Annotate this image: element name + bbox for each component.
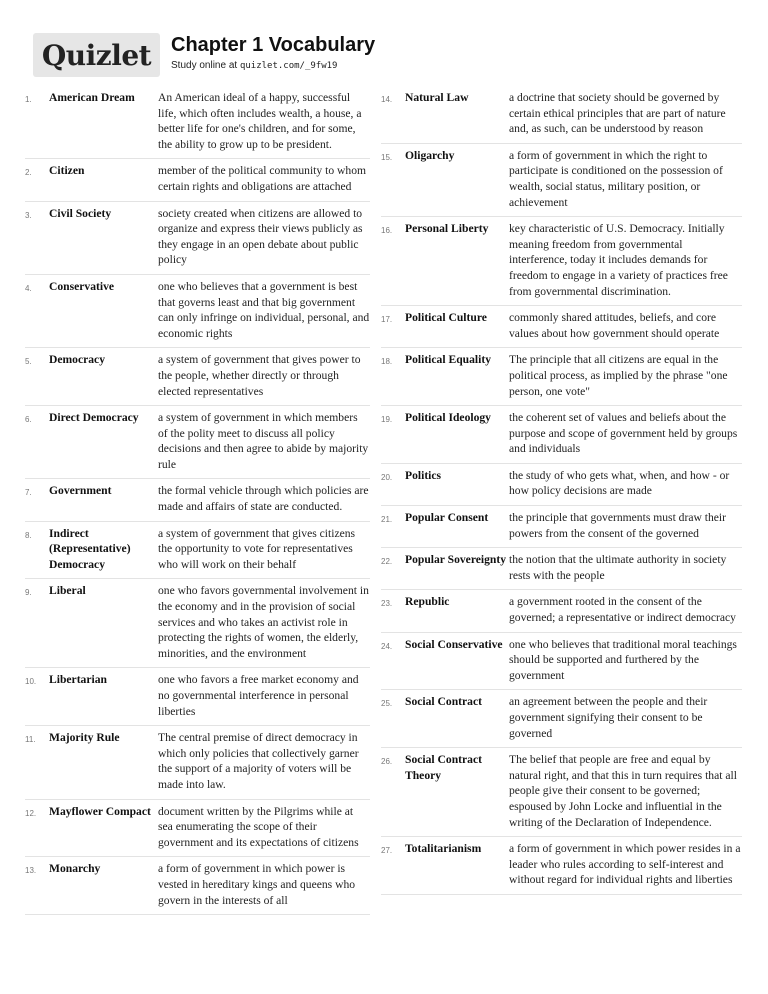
entry-definition: one who believes that traditional moral teachings should be supported and furthered by the government bbox=[509, 637, 737, 682]
entry-definition: commonly shared attitudes, beliefs, and core values about how government should operate bbox=[509, 311, 720, 340]
entry-number: 26. bbox=[381, 757, 393, 767]
vocab-entry bbox=[25, 159, 370, 201]
entry-definition: one who believes that a government is best that governs least and that big government can only infringe on individual, personal, and economic rights bbox=[158, 279, 370, 340]
entry-number: 2. bbox=[25, 168, 32, 178]
vocab-entry bbox=[25, 202, 370, 275]
vocab-entry bbox=[381, 837, 742, 895]
entry-term: Libertarian bbox=[49, 673, 107, 687]
study-online-line bbox=[171, 60, 337, 71]
entry-term: Republic bbox=[405, 595, 450, 609]
entry-definition: a doctrine that society should be governed by certain ethical principles that are part of nature and, as such, can be understood by reason bbox=[509, 91, 726, 136]
entry-number: 27. bbox=[381, 846, 393, 856]
entry-definition: document written by the Pilgrims while at sea enumerating the scope of their government and its expectations of citizens bbox=[158, 804, 359, 849]
vocab-entry bbox=[381, 590, 742, 632]
entry-definition: a government rooted in the consent of the governed; a representative or indirect democracy bbox=[509, 595, 736, 625]
entry-number: 11. bbox=[25, 735, 36, 745]
entry-definition: a system of government in which members of the polity meet to discuss all policy decisions and then agree to abide by majority rule bbox=[158, 411, 369, 471]
vocab-entry bbox=[25, 800, 370, 858]
entry-number: 21. bbox=[381, 515, 393, 525]
vocab-entry bbox=[25, 406, 370, 479]
vocab-entry bbox=[381, 217, 742, 306]
entry-definition: a form of government in which power resides in a leader who rules according to self-interest and without regard for individual rights and liberties bbox=[509, 842, 741, 887]
entry-definition: The principle that all citizens are equal in the political process, as implied by the phrase "one person, one vote" bbox=[509, 353, 728, 398]
entry-number: 16. bbox=[381, 226, 393, 236]
entry-definition: a system of government that gives citizens the opportunity to vote for representatives who will work on their behalf bbox=[158, 526, 356, 571]
entry-term: Social Contract Theory bbox=[405, 753, 482, 782]
vocab-entry bbox=[381, 464, 742, 506]
entry-definition: the coherent set of values and beliefs about the purpose and scope of government held by groups and individuals bbox=[509, 411, 738, 456]
vocab-entry bbox=[25, 726, 370, 799]
entry-number: 22. bbox=[381, 557, 393, 567]
vocab-entry bbox=[381, 506, 742, 548]
vocab-entry bbox=[25, 857, 370, 915]
entry-number: 3. bbox=[25, 210, 32, 220]
entry-definition: The belief that people are free and equal by natural right, and that this in turn requires that all people give their consent to be governed; espoused by John Locke and influential in the writing of the Declaration of Independence. bbox=[509, 753, 737, 829]
entry-definition: an agreement between the people and their government signifying their consent to be governed bbox=[509, 695, 708, 740]
entry-definition: the notion that the ultimate authority in society rests with the people bbox=[509, 553, 727, 582]
entry-number: 5. bbox=[25, 357, 32, 367]
entry-term: American Dream bbox=[49, 91, 135, 104]
vocab-entry bbox=[25, 579, 370, 668]
entry-term: Totalitarianism bbox=[405, 842, 482, 856]
vocab-entry bbox=[381, 406, 742, 464]
entry-term: Social Conservative bbox=[405, 637, 503, 651]
vocab-entry bbox=[25, 275, 370, 348]
vocab-entry bbox=[25, 479, 370, 521]
entry-number: 20. bbox=[381, 472, 393, 482]
entry-term: Direct Democracy bbox=[49, 411, 139, 425]
entry-number: 14. bbox=[381, 95, 393, 104]
entry-term: Political Culture bbox=[405, 311, 487, 325]
entry-term: Civil Society bbox=[49, 206, 112, 220]
entry-term: Politics bbox=[405, 468, 442, 482]
entry-term: Majority Rule bbox=[49, 731, 120, 745]
entry-number: 10. bbox=[25, 677, 37, 687]
entry-definition: a form of government in which the right to participate is conditioned on the possession of wealth, social status, military position, or achievement bbox=[509, 148, 723, 209]
vocab-entry bbox=[25, 86, 370, 159]
entry-number: 9. bbox=[25, 588, 32, 598]
study-online-label: Study online at bbox=[171, 60, 240, 71]
vocab-entry bbox=[381, 548, 742, 590]
entry-number: 1. bbox=[25, 95, 32, 104]
entry-term: Liberal bbox=[49, 584, 86, 598]
entry-definition: the study of who gets what, when, and how - or how policy decisions are made bbox=[509, 468, 730, 498]
vocab-entry bbox=[381, 144, 742, 217]
entry-term: Personal Liberty bbox=[405, 222, 489, 236]
entry-number: 12. bbox=[25, 808, 37, 818]
entry-term: Mayflower Compact bbox=[49, 804, 151, 818]
entry-number: 24. bbox=[381, 641, 393, 651]
entry-term: Indirect (Representative) Democracy bbox=[49, 526, 131, 571]
entry-number: 17. bbox=[381, 315, 393, 325]
vocab-entry bbox=[25, 668, 370, 726]
entry-definition: a system of government that gives power to the people, whether directly or through elected representatives bbox=[158, 353, 361, 398]
entry-term: Citizen bbox=[49, 164, 85, 178]
entry-term: Democracy bbox=[49, 353, 106, 367]
vocabulary-column-right bbox=[381, 86, 742, 895]
entry-term: Oligarchy bbox=[405, 148, 455, 162]
vocabulary-column-left bbox=[25, 86, 370, 915]
entry-definition: member of the political community to whom certain rights and obligations are attached bbox=[158, 164, 367, 193]
entry-term: Political Ideology bbox=[405, 411, 491, 425]
quizlet-logo[interactable]: Quizlet bbox=[33, 33, 160, 77]
entry-definition: the formal vehicle through which policies are made and affairs of state are conducted. bbox=[158, 484, 369, 514]
entry-definition: society created when citizens are allowed to organize and express their views publicly as they engage in an open debate about public policy bbox=[158, 206, 363, 267]
page-title: Chapter 1 Vocabulary bbox=[171, 34, 376, 56]
vocab-entry bbox=[381, 690, 742, 748]
entry-term: Political Equality bbox=[405, 353, 491, 367]
entry-number: 4. bbox=[25, 283, 32, 293]
entry-definition: An American ideal of a happy, successful life, which often includes wealth, a house, a better life for one's children, and for some, the ability to grow up to be president. bbox=[158, 91, 362, 151]
entry-number: 25. bbox=[381, 699, 393, 709]
entry-term: Government bbox=[49, 484, 112, 498]
entry-term: Popular Sovereignty bbox=[405, 553, 507, 567]
entry-definition: key characteristic of U.S. Democracy. Initially meaning freedom from governmental interference, today it includes demands for freedom to engage in a variety of practices free from governmental discrimination. bbox=[509, 222, 728, 298]
entry-term: Popular Consent bbox=[405, 511, 489, 525]
entry-number: 19. bbox=[381, 415, 393, 425]
vocab-entry bbox=[381, 306, 742, 348]
entry-number: 23. bbox=[381, 599, 393, 609]
vocab-entry bbox=[381, 633, 742, 691]
entry-definition: one who favors governmental involvement in the economy and in the provision of social services and who takes an activist role in protecting the rights of women, the elderly, minorities, and the environment bbox=[158, 584, 369, 660]
entry-term: Monarchy bbox=[49, 862, 101, 876]
vocab-entry bbox=[381, 86, 742, 144]
entry-number: 13. bbox=[25, 866, 37, 876]
entry-definition: one who favors a free market economy and no governmental interference in personal liberties bbox=[158, 673, 359, 718]
vocab-entry bbox=[25, 522, 370, 580]
entry-number: 18. bbox=[381, 357, 393, 367]
entry-term: Conservative bbox=[49, 279, 115, 293]
entry-definition: the principle that governments must draw their powers from the consent of the governed bbox=[509, 511, 727, 540]
entry-number: 15. bbox=[381, 152, 393, 162]
entry-term: Natural Law bbox=[405, 91, 469, 104]
study-url-link[interactable]: quizlet.com/_9fw19 bbox=[239, 61, 338, 71]
entry-number: 8. bbox=[25, 530, 32, 540]
page-header bbox=[33, 33, 738, 77]
entry-term: Social Contract bbox=[405, 695, 482, 709]
entry-number: 6. bbox=[25, 415, 32, 425]
vocab-entry bbox=[381, 748, 742, 837]
entry-number: 7. bbox=[25, 488, 32, 498]
vocab-entry bbox=[25, 348, 370, 406]
vocab-entry bbox=[381, 348, 742, 406]
entry-definition: a form of government in which power is vested in hereditary kings and queens who govern in the interests of all bbox=[158, 862, 356, 907]
entry-definition: The central premise of direct democracy in which only policies that collectively garner the support of a majority of voters will be made into law. bbox=[158, 731, 359, 791]
